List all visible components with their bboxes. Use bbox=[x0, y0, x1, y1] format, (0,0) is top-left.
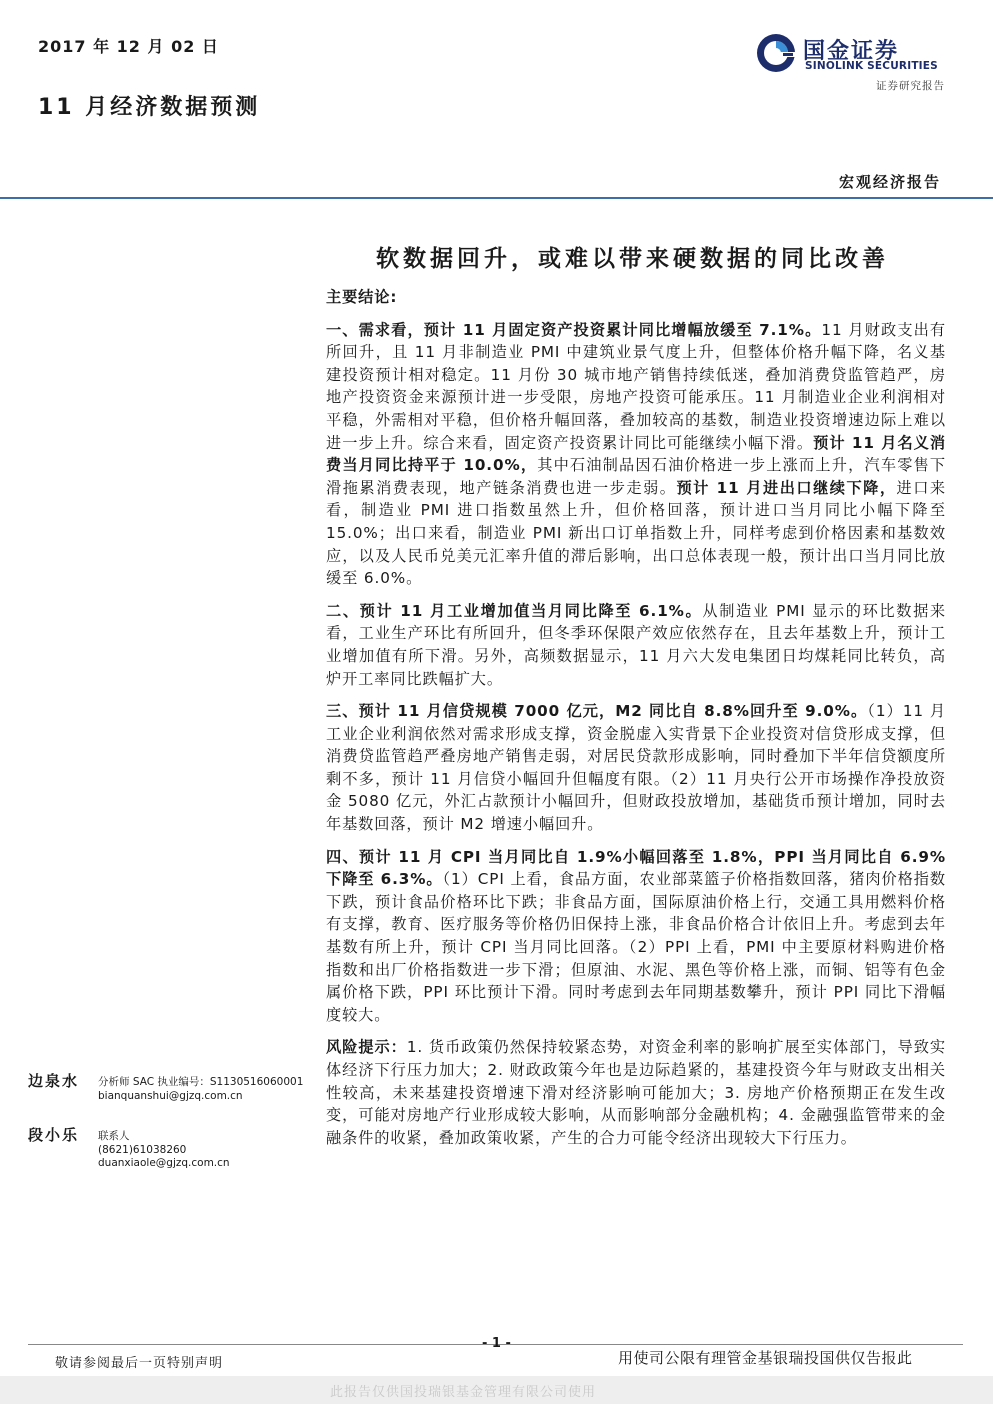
logo-english-name: SINOLINK SECURITIES bbox=[805, 60, 938, 72]
logo-chinese-name: 国金证券 bbox=[803, 39, 900, 64]
report-subject: 11 月经济数据预测 bbox=[38, 95, 261, 120]
section-paragraph bbox=[326, 1036, 946, 1149]
text-run: （1）11 月工业企业利润依然对需求形成支撑，资金脱虚入实背景下企业投资对信贷形成支撑，但消费贷监管趋严叠房地产销售走弱，对居民贷款形成影响，同时叠加下半年信贷额度所剩不多，预计 11 月信贷小幅回升但幅度有限。（2）11 月央行公开市场操作净投放资金 5080 亿元，外汇占款预计小幅回升，但财政投放增加，基础货币预计增加，同时去年基数回落，预计 M2 增速小幅回升。 bbox=[326, 702, 946, 834]
analyst-card bbox=[28, 1070, 318, 1124]
summary-heading-text: 主要结论: bbox=[326, 288, 398, 306]
analyst-name: 段小乐 bbox=[28, 1126, 80, 1144]
analyst-role: 联系人 bbox=[98, 1130, 130, 1142]
analyst-email: bianquanshui@gjzq.com.cn bbox=[98, 1089, 243, 1102]
report-date: 2017 年 12 月 02 日 bbox=[38, 37, 219, 56]
header-divider bbox=[0, 197, 993, 199]
summary-heading bbox=[326, 286, 946, 309]
bold-run: 一、需求看，预计 11 月固定资产投资累计同比增幅放缓至 7.1%。 bbox=[326, 320, 822, 339]
watermark-text: 此报告仅供国投瑞银基金管理有限公司使用 bbox=[330, 1385, 597, 1400]
section-list bbox=[326, 319, 946, 1150]
analyst-info bbox=[98, 1130, 230, 1171]
logo-mark-icon bbox=[755, 32, 797, 74]
section-paragraph bbox=[326, 600, 946, 690]
footer-usage-note: 用使司公限有理管金基银瑞投国供仅告报此 bbox=[618, 1349, 913, 1367]
text-run: 从制造业 PMI 显示的环比数据来看，工业生产环比有所回升，但冬季环保限产效应依然存在，且去年基数上升，预计工业增加值有所下滑。另外，高频数据显示，11 月六大发电集团日均煤耗同比转负，高炉开工率同比跌幅扩大。 bbox=[326, 601, 946, 688]
section-paragraph bbox=[326, 846, 946, 1027]
bold-run: 风险提示： bbox=[326, 1038, 407, 1057]
analyst-phone: (8621)61038260 bbox=[98, 1143, 187, 1156]
main-title: 软数据回升，或难以带来硬数据的同比改善 bbox=[376, 246, 889, 272]
analyst-info bbox=[98, 1076, 303, 1103]
bold-run: 四、预计 11 月 CPI 当月同比自 1.9%小幅回落至 1.8%，PPI 当月同比自 6.9%下降至 6.3%。 bbox=[326, 847, 946, 889]
text-run: 1. 货币政策仍然保持较紧态势，对资金利率的影响扩展至实体部门，导致实体经济下行压力加大；2. 财政政策今年也是边际趋紧的，基建投资今年与财政支出相关性较高，未来基建投资增速下滑对经济影响可能加大；3. 房地产价格预期正在发生改变，可能对房地产行业形成较大影响，从而影响部分金融机构；4. 金融强监管带来的金融条件的收紧，叠加政策收紧，产生的合力可能令经济出现较大下行压力。 bbox=[326, 1038, 946, 1147]
analyst-card bbox=[28, 1124, 318, 1178]
bold-run: 二、预计 11 月工业增加值当月同比降至 6.1%。 bbox=[326, 601, 703, 620]
disclaimer-note: 敬请参阅最后一页特别声明 bbox=[55, 1356, 224, 1371]
bold-run: 预计 11 月进出口继续下降， bbox=[676, 478, 897, 497]
text-run: 进口来看，制造业 PMI 进口指数虽然上升，但价格回落，预计进口当月同比小幅下降至 15.0%；出口来看，制造业 PMI 新出口订单指数上升，同样考虑到价格因素和基数效应，以及人民币兑美元汇率升值的滞后影响，出口总体表现一般，预计出口当月同比放缓至 6.0%。 bbox=[326, 478, 946, 588]
report-type: 宏观经济报告 bbox=[838, 173, 941, 191]
analyst-cert: 分析师 SAC 执业编号：S1130516060001 bbox=[98, 1076, 304, 1088]
text-run: 11 月财政支出有所回升，且 11 月非制造业 PMI 中建筑业景气度上升，但整体价格升幅下降，名义基建投资预计相对稳定。11 月份 30 城市地产销售持续低迷，叠加消费贷监管趋严，房地产投资资金来源预计进一步受限，房地产投资可能承压。11 月制造业企业利润相对平稳，外需相对平稳，但价格升幅回落，叠加较高的基数，制造业投资增速边际上难以进一步上升。综合来看，固定资产投资累计同比可能继续小幅下滑。 bbox=[326, 320, 946, 452]
company-logo bbox=[755, 32, 950, 78]
section-paragraph bbox=[326, 700, 946, 836]
analyst-name: 边泉水 bbox=[28, 1072, 80, 1090]
text-run: 其中石油制品因石油价格进一步上涨而上升，汽车零售下滑拖累消费表现，地产链条消费也进一步走弱。 bbox=[326, 456, 947, 497]
analyst-sidebar bbox=[28, 1070, 318, 1178]
bold-run: 三、预计 11 月信贷规模 7000 亿元，M2 同比自 8.8%回升至 9.0%。 bbox=[326, 702, 868, 721]
page-number: - 1 - bbox=[482, 1336, 511, 1351]
research-report-tag: 证券研究报告 bbox=[876, 80, 945, 92]
text-run: （1）CPI 上看，食品方面，农业部菜篮子价格指数回落，猪肉价格指数下跌，预计食品价格环比下跌；非食品方面，国际原油价格上行，交通工具用燃料价格有支撑，教育、医疗服务等价格仍旧保持上涨，非食品价格合计依旧上升。考虑到去年基数有所上升，预计 CPI 当月同比回落。（2）PPI 上看，PMI 中主要原材料购进价格指数和出厂价格指数进一步下滑；但原油、水泥、黑色等价格上涨，而铜、铝等有色金属价格下跌，PPI 环比预计下滑。同时考虑到去年同期基数攀升，预计 PPI 同比下滑幅度较大。 bbox=[326, 870, 947, 1024]
analyst-email: duanxiaole@gjzq.com.cn bbox=[98, 1157, 230, 1169]
report-body bbox=[326, 286, 946, 1159]
bold-run: 预计 11 月名义消费当月同比持平于 10.0%， bbox=[326, 433, 947, 475]
section-paragraph bbox=[326, 319, 946, 590]
